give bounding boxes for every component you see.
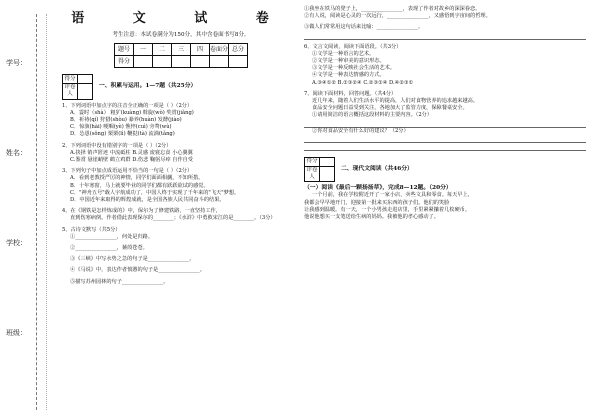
- option-line: A.抉择 销声匿迹 中流砥柱 B.灵感 废寝忘食 小心翼翼: [70, 149, 193, 156]
- grader-name-label: 评卷人: [306, 166, 318, 181]
- answer-line[interactable]: [304, 120, 586, 128]
- score-header: 一: [134, 44, 153, 56]
- binding-label-class: 班级：: [6, 329, 27, 337]
- question-3: 3、下列句子中加点成语运用不恰当的一句是（ ）（2分）: [62, 168, 193, 175]
- binding-cut-line: [36, 14, 37, 410]
- score-header: 总分: [229, 44, 248, 56]
- binding-margin: [0, 0, 60, 416]
- binding-label-student-id: 学号：: [6, 59, 27, 67]
- question-6: 6、文言文阅读，阅读下面语段。（共3分）: [304, 43, 402, 50]
- option-line: A．霎时（shà） 粗犷(kuàng) 斡旋(wò) 奖赏(jiǎng): [70, 109, 194, 116]
- material-line: 近几年来，随着人们生活水平的提高，人们对食物营养的追求越来越高。: [312, 98, 479, 105]
- score-cell[interactable]: [134, 56, 153, 68]
- score-header: 四: [191, 44, 210, 56]
- statement-line: ①文学是一种语言的艺术。: [312, 50, 375, 57]
- grader-score-cell[interactable]: [320, 157, 335, 166]
- option-line: D．怂恿(sǒng) 栗栗(lì) 鞭挞(tà) 流淌(tǎng): [70, 131, 175, 138]
- grader-score-label: 得分: [63, 75, 78, 84]
- exam-title: 语 文 试 卷: [71, 11, 291, 26]
- option-line: A．看到老教授严厉的神情，同学们面面相觑，不知所措。: [70, 175, 204, 182]
- statement-line: ③文学是一种反映社会生活的艺术。: [312, 65, 396, 72]
- statement-line: ④文学是一种表达情感的方式。: [312, 72, 385, 79]
- option-line: C．"神舟五号"载人宇航成功了，中国人终于实现了千年来的"飞天"梦想。: [70, 189, 240, 196]
- question-1: 1、下列词语中加点字的注音全正确的一项是（ ）（2分）: [62, 102, 193, 109]
- binding-seal-line: [46, 14, 47, 410]
- subsection-1-title: （一）阅读《最后一颗扬扬草》，完成8—12题。（20分）: [304, 185, 452, 192]
- grader-name-cell[interactable]: [320, 166, 335, 181]
- binding-label-school: 学校：: [6, 239, 27, 247]
- option-line: C.鉴赏 悬崖峭壁 鹤立鸡群 D.伤悲 鞠躬尽瘁 自作自受: [70, 157, 194, 164]
- recite-cont-line: ①我坐在铁马的凳子上，________________，表现了作者对故乡的深深眷恋。: [304, 6, 481, 12]
- grader-score-label: 得分: [305, 157, 320, 166]
- recite-line: ①________________，何处是归路。: [70, 233, 154, 240]
- left-column: [62, 0, 300, 416]
- grader-name-cell[interactable]: [78, 84, 93, 99]
- section2-title: 二、现代文阅读（共46分）: [341, 165, 413, 172]
- right-column: [304, 0, 596, 416]
- option-line: C．惊骇(hài) 哽咽(yè) 憔悴(cuì) 旁骛(wù): [70, 124, 172, 131]
- answer-line[interactable]: [304, 143, 586, 151]
- answer-line[interactable]: [304, 135, 586, 143]
- question-5: 5、古诗文默写（共5分）: [62, 226, 121, 233]
- question-7: 7、阅读下面材料，回答问题。（共4分）: [304, 90, 397, 97]
- passage-line: 我都会早早地开门，迎接第一批来买东西的孩子们。他们的笑脸: [304, 199, 450, 206]
- option-line: A.③④①② B.①③②④ C.②③①④ D.④②③①: [312, 79, 414, 86]
- option-line: B．祈祷(qí) 狩猎(shòu) 豢养(huàn) 发酵(jiào): [70, 117, 182, 124]
- question-2: 2、下列词语中没有错别字的一项是（ ）（2分）: [62, 142, 172, 149]
- section1-title: 一、积累与运用。1—7题（共25分）: [99, 83, 197, 90]
- score-cell[interactable]: [191, 56, 210, 68]
- score-header: 题号: [115, 44, 134, 56]
- score-cell[interactable]: [210, 56, 229, 68]
- score-header: 三: [172, 44, 191, 56]
- score-cell[interactable]: [172, 56, 191, 68]
- score-header: 卷面分: [210, 44, 229, 56]
- passage-line: 他说他想买一支笔送给生病的妈妈。我被他的孝心感动了。: [304, 214, 439, 221]
- score-table: [114, 43, 248, 68]
- recite-cont-line: ③做人们常常用这句话来比喻：________________。: [304, 24, 424, 31]
- recite-line: ④《马说》中，表达作者愤懑的句子是________________。: [70, 267, 205, 274]
- recite-line: ⑤描写苏州园林的句子________________。: [70, 278, 169, 285]
- passage-line: 让我感到温暖。有一天，一个小男孩走进店里，手里紧紧攥着几枚硬币。: [304, 206, 471, 213]
- subquestion-line: ②你对食品安全有什么好的建议？（2分）: [312, 127, 409, 134]
- section1-header: [62, 74, 300, 99]
- option-line: B．十年寒窗，马上就要毕业的同学们都有跃跃欲试的感觉。: [70, 182, 209, 189]
- material-line: 食品安全问题日益受到关注，各地加大了监管力度，保障餐桌安全。: [312, 105, 468, 112]
- answer-line[interactable]: [304, 32, 586, 40]
- grader-name-label: 评卷人: [64, 84, 76, 98]
- recite-line: ②________________，蒹葭苍苍。: [70, 245, 148, 252]
- recite-line: ③《三峡》中写水势之急的句子是________________。: [70, 256, 195, 263]
- passage-line: 一个月前，我在学校附近开了一家小店，卖些文具和零食。每天早上，: [312, 192, 473, 199]
- grader-score-cell[interactable]: [78, 75, 93, 84]
- grader-box-2: [304, 157, 335, 182]
- score-header: 二: [153, 44, 172, 56]
- question-4: 4、在《钢铁是怎样炼成的》中，保尔为了修建铁路，一直坚持工作，: [62, 208, 221, 215]
- exam-notice: 考生注意：本试卷满分为150分，其中含卷面书写8分。: [112, 32, 250, 38]
- section2-header: [304, 157, 596, 182]
- statement-line: ②文学是一种审美的意识形态。: [312, 58, 385, 65]
- score-cell[interactable]: [153, 56, 172, 68]
- grader-box: [62, 74, 93, 99]
- option-line: D．中国近年来取得的辉煌成就，是全国各族人民共同奋斗的结果。: [70, 197, 225, 204]
- question-4-cont: 直到伤寒病倒。作者借此表现保尔的________；《水浒》中勇救宋江的是________。（3分）: [70, 215, 276, 222]
- recite-cont-line: ②有人说，阅读是心灵的一次远行，________________，又感悟到宇宙间的哲理。: [304, 13, 491, 20]
- score-row-label: 得分: [115, 56, 134, 68]
- subquestion-line: ①请用简洁的语言概括这段材料的主要内容。（2分）: [312, 112, 433, 119]
- score-cell[interactable]: [229, 56, 248, 68]
- binding-label-name: 姓名：: [6, 149, 27, 157]
